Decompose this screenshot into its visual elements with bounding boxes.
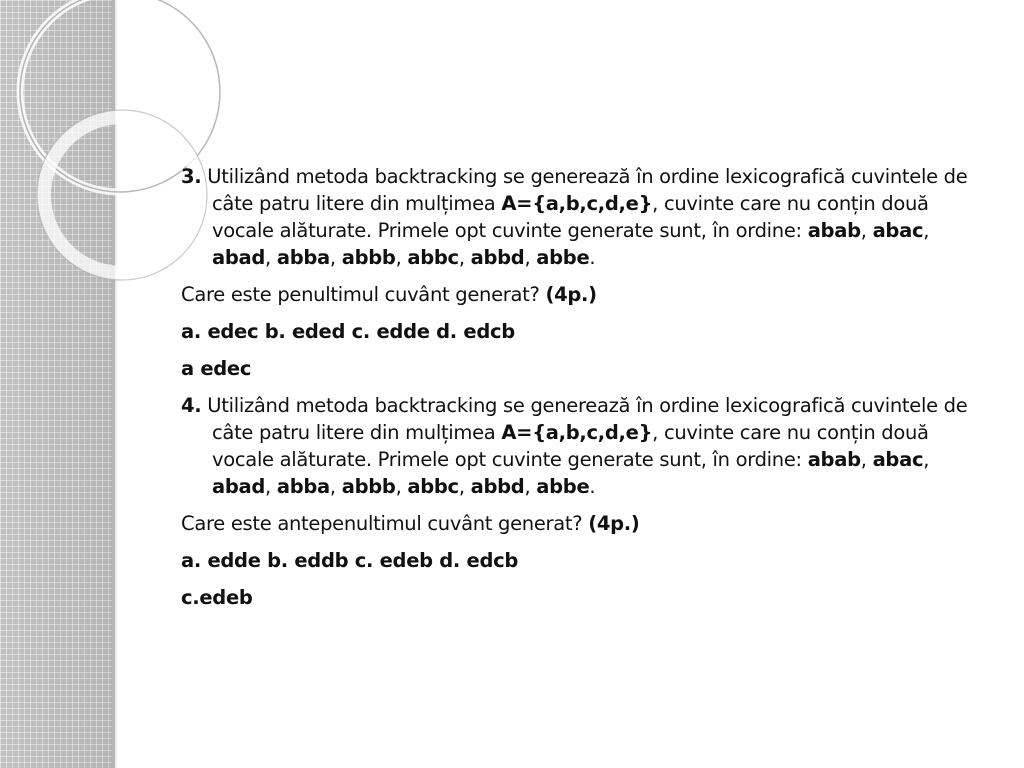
question-4-text-a: Utilizând metoda backtracking se generează în ordine lexicografică cuvintele de câte patru litere din mulțimea bbox=[201, 394, 968, 444]
separator: , bbox=[860, 219, 873, 242]
question-3-word: abbc bbox=[407, 246, 459, 269]
question-3-answer bbox=[181, 355, 981, 382]
question-4-number: 4. bbox=[181, 394, 202, 417]
question-3 bbox=[181, 163, 981, 271]
question-4-answer-text: c.edeb bbox=[181, 586, 253, 609]
separator: , bbox=[395, 475, 408, 498]
question-4-prompt bbox=[181, 510, 981, 537]
question-3-text-a: Utilizând metoda backtracking se generează în ordine lexicografică cuvintele de câte patru litere din mulțimea bbox=[201, 165, 968, 215]
separator: , bbox=[265, 246, 277, 269]
question-4-word: abad bbox=[212, 475, 266, 498]
separator: , bbox=[458, 246, 471, 269]
question-3-word: abac bbox=[872, 219, 924, 242]
question-4-question: Care este antepenultimul cuvânt generat? bbox=[181, 512, 589, 535]
question-4-options-text: a. edde b. eddb c. edeb d. edcb bbox=[181, 549, 519, 572]
question-4-word: abbd bbox=[470, 475, 525, 498]
separator: . bbox=[589, 475, 596, 498]
question-4-word: abac bbox=[872, 448, 924, 471]
question-3-word: abbb bbox=[341, 246, 396, 269]
question-3-question: Care este penultimul cuvânt generat? bbox=[181, 283, 546, 306]
question-4-text-b: , cuvinte care nu conțin două vocale alăturate. Primele opt cuvinte generate sunt, în ordine: bbox=[212, 421, 929, 471]
separator: , bbox=[524, 475, 537, 498]
question-3-word: abbe bbox=[536, 246, 590, 269]
question-3-set: A={a,b,c,d,e} bbox=[501, 192, 653, 215]
question-3-text-b: , cuvinte care nu conțin două vocale alăturate. Primele opt cuvinte generate sunt, în ordine: bbox=[212, 192, 929, 242]
question-4-word: abbc bbox=[407, 475, 459, 498]
question-3-word: abba bbox=[276, 246, 330, 269]
question-4-word: abba bbox=[276, 475, 330, 498]
separator: , bbox=[524, 246, 537, 269]
slide-content bbox=[181, 163, 981, 621]
question-3-points: (4p.) bbox=[545, 283, 597, 306]
question-4-word: abab bbox=[807, 448, 861, 471]
question-4 bbox=[181, 392, 981, 500]
separator: , bbox=[265, 475, 277, 498]
question-3-answer-text: a edec bbox=[181, 357, 252, 380]
question-4-word: abbe bbox=[536, 475, 590, 498]
question-3-options-text: a. edec b. eded c. edde d. edcb bbox=[181, 320, 515, 343]
question-3-word: abab bbox=[807, 219, 861, 242]
question-3-number: 3. bbox=[181, 165, 202, 188]
question-4-points: (4p.) bbox=[588, 512, 640, 535]
question-4-options bbox=[181, 547, 981, 574]
question-4-word: abbb bbox=[341, 475, 396, 498]
separator: , bbox=[923, 219, 930, 242]
separator: , bbox=[329, 475, 342, 498]
question-3-prompt bbox=[181, 281, 981, 308]
separator: , bbox=[923, 448, 930, 471]
question-3-word: abbd bbox=[470, 246, 525, 269]
separator: , bbox=[395, 246, 408, 269]
separator: , bbox=[329, 246, 342, 269]
separator: , bbox=[458, 475, 471, 498]
separator: , bbox=[860, 448, 873, 471]
question-3-word: abad bbox=[212, 246, 266, 269]
question-4-answer bbox=[181, 584, 981, 611]
question-4-set: A={a,b,c,d,e} bbox=[501, 421, 653, 444]
question-3-options bbox=[181, 318, 981, 345]
separator: . bbox=[589, 246, 596, 269]
